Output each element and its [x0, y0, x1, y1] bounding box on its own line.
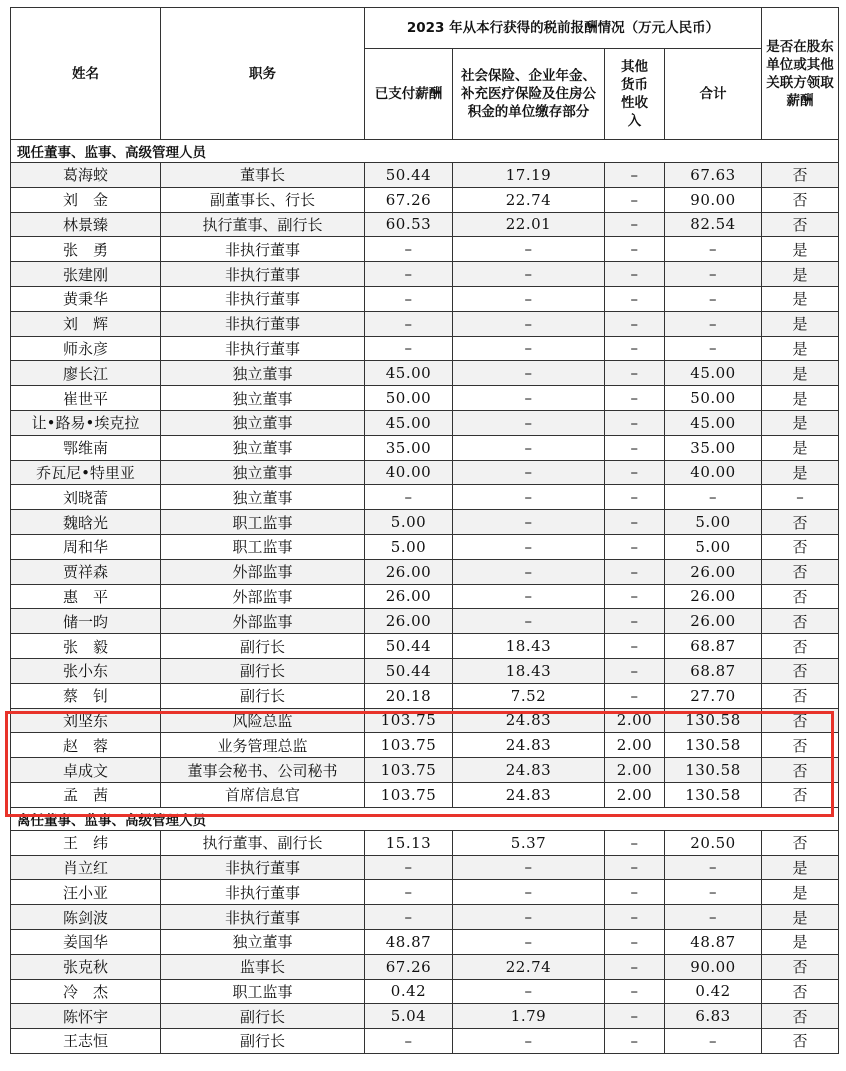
- name-cell: 鄂维南: [11, 435, 161, 460]
- title-cell: 副行长: [161, 683, 365, 708]
- compensation-table: [10, 7, 839, 1054]
- related-party-cell: 是: [762, 386, 839, 411]
- total-cell: –: [665, 880, 762, 905]
- social-insurance-cell: –: [453, 435, 605, 460]
- total-cell: 48.87: [665, 929, 762, 954]
- salary-cell: 103.75: [365, 708, 453, 733]
- salary-cell: 35.00: [365, 435, 453, 460]
- salary-cell: 67.26: [365, 187, 453, 212]
- total-cell: 90.00: [665, 954, 762, 979]
- salary-cell: 103.75: [365, 758, 453, 783]
- other-income-cell: –: [605, 163, 665, 188]
- related-party-cell: 是: [762, 237, 839, 262]
- social-insurance-cell: 24.83: [453, 782, 605, 807]
- total-cell: 5.00: [665, 510, 762, 535]
- salary-cell: 50.00: [365, 386, 453, 411]
- title-cell: 外部监事: [161, 609, 365, 634]
- title-cell: 独立董事: [161, 929, 365, 954]
- name-cell: 刘 金: [11, 187, 161, 212]
- title-cell: 职工监事: [161, 510, 365, 535]
- table-row: [11, 311, 839, 336]
- social-insurance-cell: –: [453, 311, 605, 336]
- name-cell: 师永彦: [11, 336, 161, 361]
- table-row: [11, 262, 839, 287]
- total-cell: 130.58: [665, 782, 762, 807]
- related-party-cell: 否: [762, 559, 839, 584]
- title-cell: 非执行董事: [161, 855, 365, 880]
- table-row: [11, 212, 839, 237]
- table-row: [11, 929, 839, 954]
- section-row: [11, 140, 839, 163]
- related-party-cell: 否: [762, 979, 839, 1004]
- title-cell: 独立董事: [161, 435, 365, 460]
- other-income-cell: 2.00: [605, 733, 665, 758]
- section-row: [11, 807, 839, 830]
- table-row: [11, 830, 839, 855]
- table-row: [11, 163, 839, 188]
- total-cell: 130.58: [665, 758, 762, 783]
- social-insurance-cell: –: [453, 905, 605, 930]
- salary-cell: 103.75: [365, 733, 453, 758]
- name-cell: 赵 蓉: [11, 733, 161, 758]
- name-cell: 卓成文: [11, 758, 161, 783]
- related-party-cell: 是: [762, 311, 839, 336]
- related-party-cell: 是: [762, 262, 839, 287]
- table-row: [11, 634, 839, 659]
- social-insurance-cell: 1.79: [453, 1004, 605, 1029]
- salary-cell: 26.00: [365, 559, 453, 584]
- related-party-cell: 否: [762, 683, 839, 708]
- table-row: [11, 510, 839, 535]
- total-cell: 50.00: [665, 386, 762, 411]
- social-insurance-cell: –: [453, 262, 605, 287]
- social-insurance-cell: –: [453, 855, 605, 880]
- name-cell: 魏晗光: [11, 510, 161, 535]
- name-cell: 肖立红: [11, 855, 161, 880]
- section-title: 现任董事、监事、高级管理人员: [11, 140, 839, 163]
- table-row: [11, 534, 839, 559]
- social-insurance-cell: –: [453, 460, 605, 485]
- social-insurance-cell: –: [453, 485, 605, 510]
- table-row: [11, 979, 839, 1004]
- table-row: [11, 855, 839, 880]
- salary-cell: –: [365, 262, 453, 287]
- social-insurance-cell: –: [453, 286, 605, 311]
- related-party-cell: 是: [762, 435, 839, 460]
- name-cell: 刘 辉: [11, 311, 161, 336]
- section-title: 离任董事、监事、高级管理人员: [11, 807, 839, 830]
- table-row: [11, 187, 839, 212]
- total-cell: 130.58: [665, 733, 762, 758]
- other-income-cell: 2.00: [605, 708, 665, 733]
- table-row: [11, 658, 839, 683]
- other-income-cell: –: [605, 410, 665, 435]
- title-cell: 非执行董事: [161, 237, 365, 262]
- other-income-cell: –: [605, 979, 665, 1004]
- title-cell: 非执行董事: [161, 262, 365, 287]
- name-cell: 崔世平: [11, 386, 161, 411]
- name-cell: 乔瓦尼•特里亚: [11, 460, 161, 485]
- total-cell: –: [665, 286, 762, 311]
- name-cell: 让•路易•埃克拉: [11, 410, 161, 435]
- title-cell: 独立董事: [161, 460, 365, 485]
- salary-cell: 15.13: [365, 830, 453, 855]
- social-insurance-cell: 18.43: [453, 634, 605, 659]
- table-row: [11, 460, 839, 485]
- other-income-cell: –: [605, 559, 665, 584]
- name-cell: 姜国华: [11, 929, 161, 954]
- salary-cell: 48.87: [365, 929, 453, 954]
- other-income-cell: –: [605, 584, 665, 609]
- social-insurance-cell: 7.52: [453, 683, 605, 708]
- social-insurance-cell: –: [453, 979, 605, 1004]
- title-cell: 副行长: [161, 1004, 365, 1029]
- table-row: [11, 361, 839, 386]
- name-cell: 陈剑波: [11, 905, 161, 930]
- salary-cell: 40.00: [365, 460, 453, 485]
- total-cell: 82.54: [665, 212, 762, 237]
- social-insurance-cell: 24.83: [453, 758, 605, 783]
- social-insurance-cell: 22.74: [453, 187, 605, 212]
- total-cell: 68.87: [665, 634, 762, 659]
- table-row: [11, 954, 839, 979]
- table-row: [11, 485, 839, 510]
- related-party-cell: 否: [762, 708, 839, 733]
- related-party-cell: 否: [762, 954, 839, 979]
- table-row: [11, 880, 839, 905]
- total-cell: –: [665, 237, 762, 262]
- social-insurance-cell: 24.83: [453, 708, 605, 733]
- table-row: [11, 1004, 839, 1029]
- table-row: [11, 758, 839, 783]
- header-other-income: 其他货币性收入: [605, 49, 665, 140]
- related-party-cell: 是: [762, 855, 839, 880]
- total-cell: 130.58: [665, 708, 762, 733]
- table-row: [11, 237, 839, 262]
- other-income-cell: –: [605, 1004, 665, 1029]
- other-income-cell: –: [605, 830, 665, 855]
- title-cell: 副行长: [161, 634, 365, 659]
- total-cell: 26.00: [665, 559, 762, 584]
- related-party-cell: 是: [762, 929, 839, 954]
- other-income-cell: –: [605, 460, 665, 485]
- name-cell: 刘晓蕾: [11, 485, 161, 510]
- name-cell: 惠 平: [11, 584, 161, 609]
- title-cell: 副行长: [161, 658, 365, 683]
- title-cell: 独立董事: [161, 485, 365, 510]
- social-insurance-cell: 22.01: [453, 212, 605, 237]
- other-income-cell: –: [605, 311, 665, 336]
- other-income-cell: 2.00: [605, 782, 665, 807]
- total-cell: 35.00: [665, 435, 762, 460]
- other-income-cell: –: [605, 386, 665, 411]
- name-cell: 林景臻: [11, 212, 161, 237]
- salary-cell: –: [365, 1029, 453, 1054]
- related-party-cell: 是: [762, 905, 839, 930]
- salary-cell: 0.42: [365, 979, 453, 1004]
- related-party-cell: 否: [762, 534, 839, 559]
- total-cell: 20.50: [665, 830, 762, 855]
- title-cell: 职工监事: [161, 534, 365, 559]
- related-party-cell: 是: [762, 286, 839, 311]
- table-row: [11, 435, 839, 460]
- title-cell: 独立董事: [161, 361, 365, 386]
- table-row: [11, 905, 839, 930]
- other-income-cell: –: [605, 187, 665, 212]
- other-income-cell: –: [605, 262, 665, 287]
- total-cell: –: [665, 262, 762, 287]
- social-insurance-cell: –: [453, 559, 605, 584]
- total-cell: 26.00: [665, 584, 762, 609]
- social-insurance-cell: 18.43: [453, 658, 605, 683]
- salary-cell: –: [365, 855, 453, 880]
- related-party-cell: 是: [762, 336, 839, 361]
- header-title: 职务: [161, 8, 365, 140]
- title-cell: 执行董事、副行长: [161, 830, 365, 855]
- salary-cell: 50.44: [365, 163, 453, 188]
- other-income-cell: –: [605, 336, 665, 361]
- title-cell: 职工监事: [161, 979, 365, 1004]
- related-party-cell: 否: [762, 758, 839, 783]
- social-insurance-cell: –: [453, 361, 605, 386]
- title-cell: 非执行董事: [161, 311, 365, 336]
- title-cell: 独立董事: [161, 386, 365, 411]
- total-cell: 27.70: [665, 683, 762, 708]
- other-income-cell: –: [605, 1029, 665, 1054]
- social-insurance-cell: –: [453, 534, 605, 559]
- total-cell: 5.00: [665, 534, 762, 559]
- title-cell: 非执行董事: [161, 880, 365, 905]
- table-row: [11, 733, 839, 758]
- other-income-cell: –: [605, 510, 665, 535]
- title-cell: 非执行董事: [161, 905, 365, 930]
- title-cell: 监事长: [161, 954, 365, 979]
- title-cell: 董事长: [161, 163, 365, 188]
- total-cell: 6.83: [665, 1004, 762, 1029]
- table-row: [11, 609, 839, 634]
- salary-cell: 60.53: [365, 212, 453, 237]
- total-cell: 90.00: [665, 187, 762, 212]
- total-cell: 40.00: [665, 460, 762, 485]
- salary-cell: 50.44: [365, 634, 453, 659]
- title-cell: 外部监事: [161, 584, 365, 609]
- total-cell: –: [665, 905, 762, 930]
- social-insurance-cell: 24.83: [453, 733, 605, 758]
- salary-cell: 45.00: [365, 410, 453, 435]
- social-insurance-cell: –: [453, 510, 605, 535]
- social-insurance-cell: –: [453, 609, 605, 634]
- name-cell: 冷 杰: [11, 979, 161, 1004]
- salary-cell: 5.00: [365, 534, 453, 559]
- other-income-cell: –: [605, 609, 665, 634]
- name-cell: 陈怀宇: [11, 1004, 161, 1029]
- name-cell: 王 纬: [11, 830, 161, 855]
- social-insurance-cell: –: [453, 336, 605, 361]
- table-row: [11, 683, 839, 708]
- related-party-cell: 否: [762, 782, 839, 807]
- salary-cell: 20.18: [365, 683, 453, 708]
- other-income-cell: –: [605, 905, 665, 930]
- title-cell: 业务管理总监: [161, 733, 365, 758]
- title-cell: 非执行董事: [161, 336, 365, 361]
- other-income-cell: –: [605, 683, 665, 708]
- related-party-cell: 是: [762, 361, 839, 386]
- name-cell: 张建刚: [11, 262, 161, 287]
- salary-cell: 103.75: [365, 782, 453, 807]
- name-cell: 廖长江: [11, 361, 161, 386]
- table-row: [11, 708, 839, 733]
- header-name: 姓名: [11, 8, 161, 140]
- other-income-cell: –: [605, 534, 665, 559]
- related-party-cell: 否: [762, 658, 839, 683]
- total-cell: 68.87: [665, 658, 762, 683]
- name-cell: 黄秉华: [11, 286, 161, 311]
- social-insurance-cell: 17.19: [453, 163, 605, 188]
- total-cell: –: [665, 336, 762, 361]
- other-income-cell: –: [605, 880, 665, 905]
- salary-cell: 5.00: [365, 510, 453, 535]
- other-income-cell: –: [605, 954, 665, 979]
- related-party-cell: 否: [762, 163, 839, 188]
- title-cell: 风险总监: [161, 708, 365, 733]
- other-income-cell: –: [605, 855, 665, 880]
- salary-cell: –: [365, 336, 453, 361]
- related-party-cell: 否: [762, 733, 839, 758]
- total-cell: –: [665, 311, 762, 336]
- related-party-cell: 是: [762, 460, 839, 485]
- other-income-cell: –: [605, 658, 665, 683]
- related-party-cell: 否: [762, 609, 839, 634]
- title-cell: 副行长: [161, 1029, 365, 1054]
- other-income-cell: –: [605, 435, 665, 460]
- table-row: [11, 286, 839, 311]
- title-cell: 首席信息官: [161, 782, 365, 807]
- name-cell: 汪小亚: [11, 880, 161, 905]
- related-party-cell: 是: [762, 410, 839, 435]
- header-social-insurance: 社会保险、企业年金、补充医疗保险及住房公积金的单位缴存部分: [453, 49, 605, 140]
- other-income-cell: –: [605, 929, 665, 954]
- related-party-cell: 否: [762, 830, 839, 855]
- other-income-cell: –: [605, 237, 665, 262]
- title-cell: 董事会秘书、公司秘书: [161, 758, 365, 783]
- total-cell: –: [665, 855, 762, 880]
- name-cell: 葛海蛟: [11, 163, 161, 188]
- table-row: [11, 386, 839, 411]
- salary-cell: –: [365, 286, 453, 311]
- name-cell: 贾祥森: [11, 559, 161, 584]
- name-cell: 刘坚东: [11, 708, 161, 733]
- related-party-cell: 是: [762, 880, 839, 905]
- related-party-cell: 否: [762, 187, 839, 212]
- total-cell: –: [665, 1029, 762, 1054]
- social-insurance-cell: –: [453, 584, 605, 609]
- salary-cell: 26.00: [365, 609, 453, 634]
- name-cell: 蔡 钊: [11, 683, 161, 708]
- social-insurance-cell: –: [453, 237, 605, 262]
- salary-cell: –: [365, 880, 453, 905]
- salary-cell: –: [365, 485, 453, 510]
- salary-cell: –: [365, 237, 453, 262]
- title-cell: 外部监事: [161, 559, 365, 584]
- title-cell: 独立董事: [161, 410, 365, 435]
- social-insurance-cell: 22.74: [453, 954, 605, 979]
- other-income-cell: 2.00: [605, 758, 665, 783]
- header-related-party: 是否在股东单位或其他关联方领取薪酬: [762, 8, 839, 140]
- table-row: [11, 584, 839, 609]
- social-insurance-cell: –: [453, 929, 605, 954]
- social-insurance-cell: –: [453, 1029, 605, 1054]
- social-insurance-cell: –: [453, 410, 605, 435]
- related-party-cell: –: [762, 485, 839, 510]
- other-income-cell: –: [605, 361, 665, 386]
- social-insurance-cell: –: [453, 386, 605, 411]
- name-cell: 张 毅: [11, 634, 161, 659]
- table-row: [11, 1029, 839, 1054]
- name-cell: 张小东: [11, 658, 161, 683]
- title-cell: 副董事长、行长: [161, 187, 365, 212]
- total-cell: 0.42: [665, 979, 762, 1004]
- table-row: [11, 336, 839, 361]
- social-insurance-cell: –: [453, 880, 605, 905]
- name-cell: 张 勇: [11, 237, 161, 262]
- related-party-cell: 否: [762, 212, 839, 237]
- name-cell: 张克秋: [11, 954, 161, 979]
- other-income-cell: –: [605, 212, 665, 237]
- salary-cell: –: [365, 905, 453, 930]
- other-income-cell: –: [605, 634, 665, 659]
- other-income-cell: –: [605, 286, 665, 311]
- table-row: [11, 782, 839, 807]
- total-cell: 26.00: [665, 609, 762, 634]
- header-group-title: 2023 年从本行获得的税前报酬情况（万元人民币）: [365, 8, 762, 49]
- salary-cell: 45.00: [365, 361, 453, 386]
- title-cell: 非执行董事: [161, 286, 365, 311]
- salary-cell: 50.44: [365, 658, 453, 683]
- related-party-cell: 否: [762, 634, 839, 659]
- table-row: [11, 410, 839, 435]
- related-party-cell: 否: [762, 1029, 839, 1054]
- total-cell: –: [665, 485, 762, 510]
- related-party-cell: 否: [762, 510, 839, 535]
- related-party-cell: 否: [762, 584, 839, 609]
- header-salary: 已支付薪酬: [365, 49, 453, 140]
- social-insurance-cell: 5.37: [453, 830, 605, 855]
- name-cell: 储一昀: [11, 609, 161, 634]
- name-cell: 周和华: [11, 534, 161, 559]
- total-cell: 45.00: [665, 410, 762, 435]
- salary-cell: 5.04: [365, 1004, 453, 1029]
- total-cell: 45.00: [665, 361, 762, 386]
- table-row: [11, 559, 839, 584]
- other-income-cell: –: [605, 485, 665, 510]
- title-cell: 执行董事、副行长: [161, 212, 365, 237]
- salary-cell: –: [365, 311, 453, 336]
- related-party-cell: 否: [762, 1004, 839, 1029]
- header-total: 合计: [665, 49, 762, 140]
- salary-cell: 67.26: [365, 954, 453, 979]
- total-cell: 67.63: [665, 163, 762, 188]
- name-cell: 孟 茜: [11, 782, 161, 807]
- name-cell: 王志恒: [11, 1029, 161, 1054]
- salary-cell: 26.00: [365, 584, 453, 609]
